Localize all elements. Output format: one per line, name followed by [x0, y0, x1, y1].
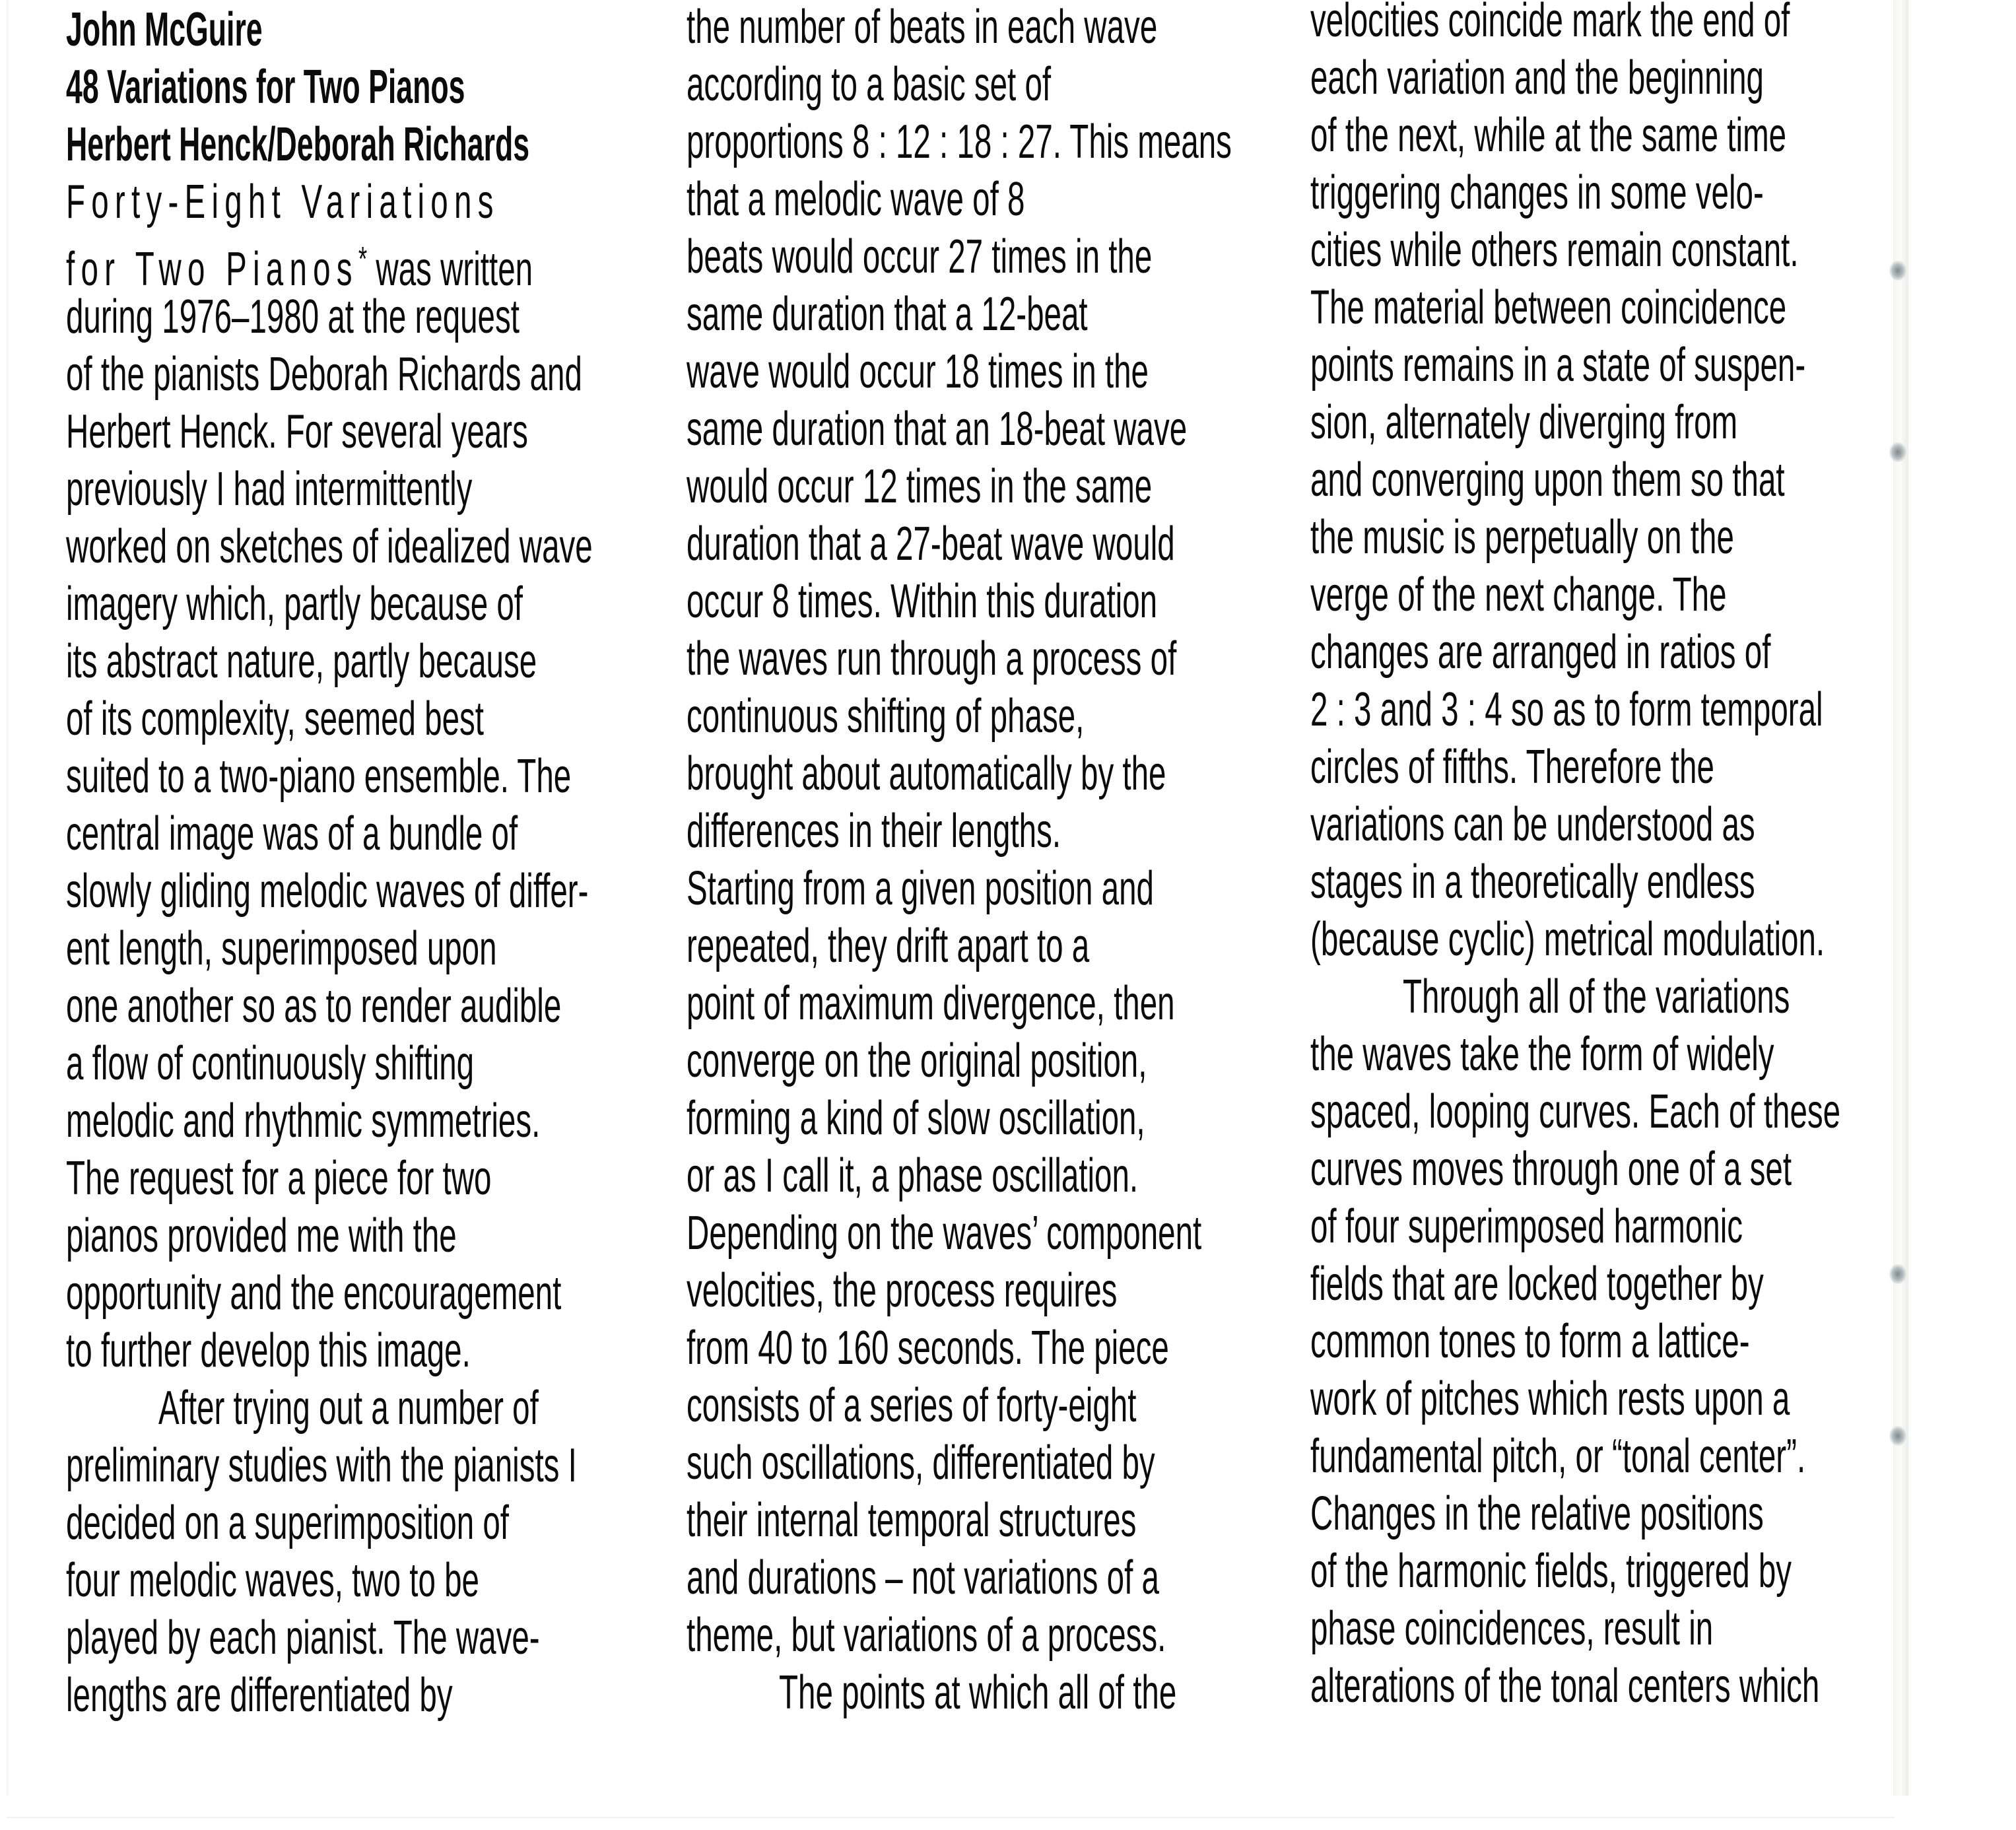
body-line: of the next, while at the same time [1310, 109, 1787, 162]
body-line: according to a basic set of [687, 58, 1052, 111]
body-line: Forty-Eight Variations [66, 176, 500, 228]
body-line: or as I call it, a phase oscillation. [687, 1149, 1139, 1202]
body-line: worked on sketches of idealized wave [66, 520, 593, 573]
body-line: opportunity and the encouragement [66, 1267, 562, 1320]
body-line: occur 8 times. Within this duration [687, 575, 1158, 628]
body-line: curves moves through one of a set [1310, 1143, 1792, 1196]
body-line: one another so as to render audible [66, 980, 562, 1033]
paragraph-start-line: The points at which all of the [779, 1666, 1177, 1719]
body-line: continuous shifting of phase, [687, 690, 1085, 743]
body-line: during 1976–1980 at the request [66, 290, 520, 343]
body-line: stages in a theoretically endless [1310, 856, 1755, 908]
title-continuation: for Two Pianos [66, 243, 358, 296]
body-line: and converging upon them so that [1310, 454, 1785, 506]
body-line: repeated, they drift apart to a [687, 920, 1090, 972]
body-line: beats would occur 27 times in the [687, 230, 1153, 283]
text-fragment [367, 243, 376, 296]
body-line: pianos provided me with the [66, 1209, 457, 1262]
body-line: each variation and the beginning [1310, 51, 1764, 104]
body-line: proportions 8 : 12 : 18 : 27. This means [687, 116, 1232, 168]
page-left-edge [7, 0, 9, 1796]
work-title: 48 Variations for Two Pianos [66, 61, 465, 114]
body-line: Changes in the relative positions [1310, 1487, 1764, 1540]
body-line: 2 : 3 and 3 : 4 so as to form temporal [1310, 683, 1823, 736]
body-line: ent length, superimposed upon [66, 922, 497, 975]
body-line: velocities, the process requires [687, 1264, 1118, 1317]
body-line: fields that are locked together by [1310, 1258, 1764, 1310]
body-line: common tones to form a lattice- [1310, 1315, 1750, 1368]
body-line: circles of fifths. Therefore the [1310, 741, 1714, 794]
body-line: their internal temporal structures [687, 1494, 1137, 1547]
page-bottom-edge [7, 1817, 1895, 1818]
paragraph-start-line: Through all of the variations [1403, 970, 1790, 1023]
body-line: previously I had intermittently [66, 463, 473, 516]
body-line: differences in their lengths. [687, 805, 1061, 858]
body-line: slowly gliding melodic waves of differ- [66, 865, 589, 918]
text-fragment: was written [376, 243, 533, 296]
body-line: such oscillations, differentiated by [687, 1437, 1155, 1489]
footnote-asterisk: * [358, 240, 368, 279]
body-line: velocities coincide mark the end of [1310, 0, 1790, 47]
body-line: alterations of the tonal centers which [1310, 1660, 1820, 1712]
staple-mark [1889, 1426, 1906, 1446]
body-line: cities while others remain constant. [1310, 224, 1799, 277]
body-line: imagery which, partly because of [66, 578, 523, 630]
body-line: (because cyclic) metrical modulation. [1310, 913, 1825, 966]
body-line: suited to a two-piano ensemble. The [66, 750, 572, 803]
body-line: to further develop this image. [66, 1324, 471, 1377]
body-line: lengths are differentiated by [66, 1669, 453, 1722]
composer-name: John McGuire [66, 3, 263, 56]
body-line: changes are arranged in ratios of [1310, 626, 1771, 679]
performers: Herbert Henck/Deborah Richards [66, 118, 530, 171]
body-line: a flow of continuously shifting [66, 1037, 475, 1090]
body-line: forming a kind of slow oscillation, [687, 1092, 1145, 1145]
paragraph-start-line: After trying out a number of [158, 1382, 539, 1435]
body-line: its abstract nature, partly because [66, 635, 537, 688]
staple-mark [1889, 442, 1906, 462]
body-line: Herbert Henck. For several years [66, 405, 528, 458]
body-line: points remains in a state of suspen- [1310, 339, 1806, 391]
body-line: work of pitches which rests upon a [1310, 1372, 1790, 1425]
body-line: point of maximum divergence, then [687, 977, 1175, 1030]
body-line: converge on the original position, [687, 1034, 1147, 1087]
body-line: variations can be understood as [1310, 798, 1755, 851]
body-line: of the harmonic fields, triggered by [1310, 1545, 1792, 1598]
body-line: triggering changes in some velo- [1310, 166, 1764, 219]
body-line: the music is perpetually on the [1310, 511, 1734, 564]
body-line: brought about automatically by the [687, 747, 1166, 800]
body-line: would occur 12 times in the same [687, 460, 1153, 513]
body-line: spaced, looping curves. Each of these [1310, 1085, 1841, 1138]
body-line [66, 231, 533, 296]
body-line: four melodic waves, two to be [66, 1554, 479, 1607]
body-line: central image was of a bundle of [66, 807, 518, 860]
body-line: sion, alternately diverging from [1310, 396, 1738, 449]
body-line: wave would occur 18 times in the [687, 345, 1149, 398]
body-line: fundamental pitch, or “tonal center”. [1310, 1430, 1806, 1483]
body-line: the number of beats in each wave [687, 1, 1158, 53]
body-line: decided on a superimposition of [66, 1497, 509, 1549]
body-line: phase coincidences, result in [1310, 1602, 1714, 1655]
body-line: melodic and rhythmic symmetries. [66, 1095, 541, 1147]
body-line: The request for a piece for two [66, 1152, 492, 1205]
body-line: that a melodic wave of 8 [687, 173, 1025, 226]
body-line: of four superimposed harmonic [1310, 1200, 1743, 1253]
body-line: of its complexity, seemed best [66, 693, 484, 745]
body-line: of the pianists Deborah Richards and [66, 348, 582, 401]
body-line: played by each pianist. The wave- [66, 1611, 540, 1664]
body-line: Starting from a given position and [687, 862, 1154, 915]
body-line: consists of a series of forty-eight [687, 1379, 1137, 1432]
staple-mark [1889, 1264, 1906, 1284]
body-line: The material between coincidence [1310, 281, 1787, 334]
body-line: Depending on the waves’ component [687, 1207, 1202, 1260]
body-line: from 40 to 160 seconds. The piece [687, 1322, 1169, 1374]
body-line: same duration that an 18-beat wave [687, 403, 1188, 456]
body-line: the waves run through a process of [687, 632, 1177, 685]
body-line: preliminary studies with the pianists I [66, 1439, 577, 1492]
body-line: and durations – not variations of a [687, 1551, 1159, 1604]
body-line: duration that a 27-beat wave would [687, 518, 1175, 570]
body-line: the waves take the form of widely [1310, 1028, 1774, 1081]
staple-mark [1889, 261, 1906, 281]
body-line: theme, but variations of a process. [687, 1609, 1166, 1662]
body-line: verge of the next change. The [1310, 568, 1727, 621]
body-line: same duration that a 12-beat [687, 288, 1088, 341]
